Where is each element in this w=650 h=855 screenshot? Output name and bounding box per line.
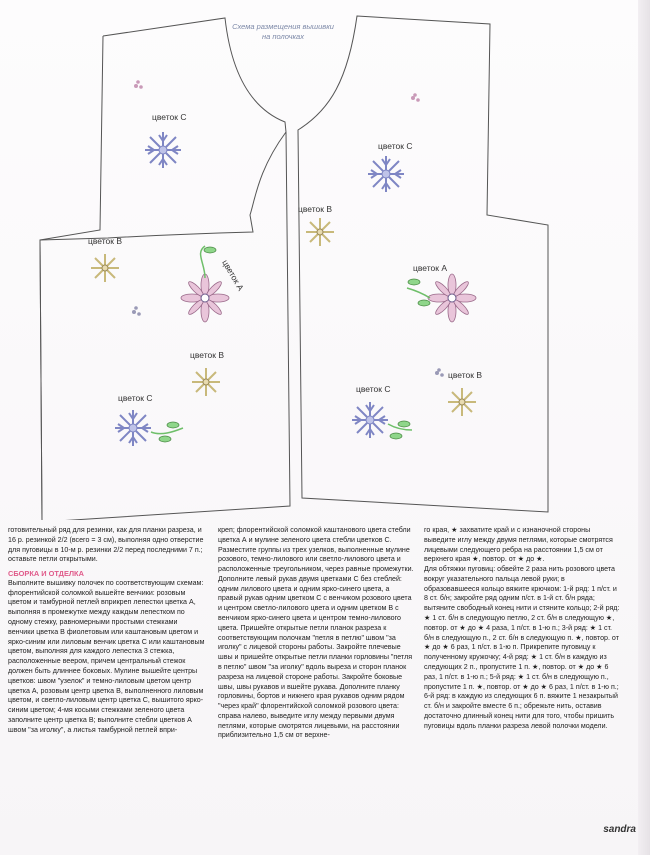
label-right-c-top: цветок С [378,141,413,151]
label-right-b-top: цветок В [298,204,333,214]
label-left-b-top: цветок В [88,236,123,246]
knot-cluster [134,80,143,89]
flower-b-icon [448,388,476,416]
label-right-c-bottom: цветок С [356,384,391,394]
flower-a-icon [407,274,476,322]
flower-c-icon [145,132,181,168]
text-column-3 [424,526,620,731]
left-front-outline [40,18,286,520]
left-front-bottom [40,240,42,520]
paragraph: готовительный ряд для резинки, как для планки разреза, и 16 р. резинкой 2/2 (всего = 3 см), выполняя одно отверстие для пуговицы в 10-м р. резинки 2/2 перед последними 7 п.; оставьте петли открытыми. [8,526,204,564]
brand-logo: sandra [603,824,636,835]
flower-c-icon [115,410,183,446]
paragraph: Для обтяжки пуговиц: обвейте 2 раза нить розового цвета вокруг указательного пальца левой руки; в образовавшееся кольцо вяжите крючком: 1-й ряд: 1 п/ст. и 8 ст. б/н; закройте ряд одним п/ст. в 1-й ст. б/н ряда; вытяните свободный конец нити и стяните кольцо; 2-й ряд: ★ 1 ст. б/н в следующую петлю, 2 ст. б/н в следующую ★, повтор. от ★ до ★ 4 раза, 1 п/ст. в 1-ю п.; 3-й ряд: ★ 1 ст. б/н в следующую п., 2 ст. б/н в следующую п. ★, повтор. от ★ до ★ 6 раз, 1 п/ст. в 1-ю п. Прикрепите пуговицу к полученному кружочку; 4-й ряд: ★ 1 ст. б/н в каждую из следующих 2 п., пропустите 1 п. ★, повтор. от ★ до ★ 6 раз, 1 п/ст. в 1-ю п.; 5-й ряд: ★ 1 ст. б/н в следующую п., пропустите 1 п. ★, повтор. от ★ до ★ 6 раз, 1 п/ст. в 1-ю п.; 6-й ряд: в каждую из следующих 6 п. вяжите 1 незакрытый ст. б/н и закройте вместе 6 п.; обрежьте нить, оставив достаточно длинный конец нити для того, чтобы пришить пуговицы вдоль планки разреза левой полочки модели. [424,565,620,730]
diagram-title: Схема размещения вышивки на полочках [232,22,334,41]
label-left-a: цветок А [220,258,246,293]
paragraph: Выполните вышивку полочек по соответствующим схемам: флорентийской соломкой вышейте венчики: розовым цветом и тамбурной петлей вприкреп лепестки цветка А, выполняя в промежутке между каждым лепестком по одному стежку, равномерными простыми стежками венчики цветка В фиолетовым или каштановым цветом и ярко-синим или лиловым венчик цветка С или каштановым цветом, выполняя для каждого лепестка 3 стежка, расположенные веером, причем центральный стежок должен быть длиннее боковых. Мулине вышейте центры цветков: швом "узелок" и темно-лиловым цветом центр цветка А, розовым центр цветка В, выполненного лиловым цветом, и светло-лиловым центр цветка С, вышитого ярко-синим цветом; 4-мя косыми стежками зеленого цвета заполните центр цветка В; выполните стебли цветков А швом "за иголку", а листья тамбурной петлей впри- [8,578,205,734]
flower-b-icon [192,368,220,396]
text-column-2 [218,526,416,741]
flower-b-icon [306,218,334,246]
label-left-c-top: цветок С [152,112,187,122]
label-left-c-bottom: цветок С [118,393,153,403]
flower-c-icon [368,156,404,192]
label-right-a: цветок А [413,263,448,273]
section-title: СБОРКА И ОТДЕЛКА [8,569,84,579]
knot-cluster [132,306,141,316]
flower-c-icon [352,402,412,439]
label-left-b-bottom: цветок В [190,350,225,360]
label-right-b-bottom: цветок В [448,370,483,380]
flower-a-icon [181,246,229,322]
text-column-1 [8,526,205,735]
paragraph: го края, ★ захватите край и с изнаночной стороны выведите иглу между двумя петлями, которые смотрятся лицевыми следующего ребра на расстоянии 1,5 см от верхнего края ★, повтор. от ★ до ★. [424,526,613,564]
flower-b-icon [91,254,119,282]
knot-cluster [411,93,420,102]
knot-cluster [435,368,444,377]
paragraph: креп; флорентийской соломкой каштанового цвета стебли цветка А и мулине зеленого цвета стебли цветков С. Разместите группы из трех узелков, выполненные мулине розового, темно-лилового или светло-лилового цвета и расположенные треугольником, через равные промежутки. Дополните левый рукав двумя цветками С без стеблей: одним лилового цвета и одним ярко-синего цвета, а правый рукав одним цветком С с венчиком розового цвета и центром светло-лилового цвета и одним цветком В с венчиком ярко-синего цвета и центром темно-лилового цвета. Пришейте открытые петли планок разреза к соответствующим полочкам "петля в петлю" швом "за иголку" с лицевой стороны работы. Закройте плечевые швы и пришейте открытые петли планки горловины "петля в петлю" швом "за иголку" вдоль выреза и сторон планок разреза на лицевой стороне работы. Закройте боковые швы, швы рукавов и вшейте рукава. Дополните планку горловины, бортов и нижнего края рукавов одним рядом "через край" флорентийской соломкой розового цвета: справа налево, выведите иглу между первыми двумя петлями, которые смотрятся лицевыми, на расстоянии приблизительно 1,5 см от верхне- [218,526,414,740]
